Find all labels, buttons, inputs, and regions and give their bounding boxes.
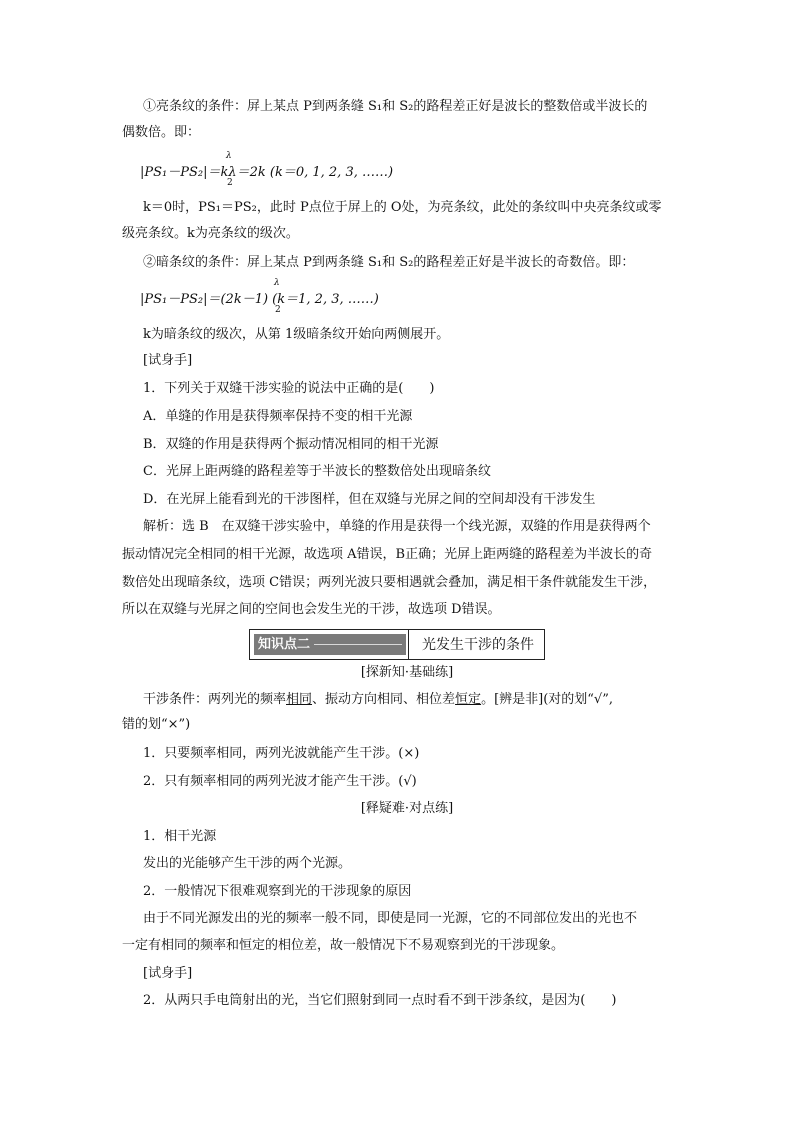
clarify-tag: [释疑难·对点练] [360, 801, 454, 816]
dark-condition-line-1: ②暗条纹的条件：屏上某点 P到两条缝 S₁和 S₂的路程差正好是半波长的奇数倍。即： [143, 255, 635, 270]
conditions-answer-phase: 恒定 [455, 692, 482, 707]
judge-item-1: 1．只要频率相同，两列光波就能产生干涉。(×) [143, 746, 420, 761]
section-title: 光发生干涉的条件 [422, 637, 534, 653]
clarify-paragraph-2-line-1: 由于不同光源发出的光的频率一般不同，即使是同一光源，它的不同部位发出的光也不 [143, 911, 638, 926]
dark-fraction-numerator: λ [274, 278, 280, 288]
analysis-line-1: 解析：选 B 在双缝干涉实验中，单缝的作用是获得一个线光源，双缝的作用是获得两个 [143, 519, 651, 534]
dark-formula: |PS₁－PS₂|＝(2k－1) (k＝1, 2, 3, ……) [140, 292, 379, 307]
dark-order-line: k为暗条纹的级次，从第 1级暗条纹开始向两侧展开。 [143, 327, 450, 342]
section-label [254, 634, 406, 655]
section-label-rule [314, 644, 402, 645]
conditions-answer-frequency: 相同 [286, 692, 313, 707]
bright-condition-line-2: 偶数倍。即： [122, 125, 201, 140]
try-yourself-tag-2: [试身手] [143, 966, 193, 981]
try-yourself-tag-1: [试身手] [143, 353, 193, 368]
analysis-line-3: 数倍处出现暗条纹，选项 C错误；两列光波只要相遇就会叠加，满足相干条件就能发生干涉， [122, 575, 657, 590]
question-1-option-a: A．单缝的作用是获得频率保持不变的相干光源 [143, 409, 413, 424]
section-heading-divider [408, 630, 409, 659]
bright-fraction-denominator: 2 [227, 178, 233, 188]
analysis-line-4: 所以在双缝与光屏之间的空间也会发生光的干涉，故选项 D错误。 [122, 602, 501, 617]
conditions-line-2: 错的划“×”) [122, 717, 191, 732]
explore-tag: [探新知·基础练] [360, 665, 454, 680]
clarify-heading-2: 2．一般情况下很难观察到光的干涉现象的原因 [143, 884, 412, 899]
section-heading [249, 629, 545, 660]
bright-order-line: 级亮条纹。k为亮条纹的级次。 [122, 226, 299, 241]
conditions-prefix: 干涉条件：两列光的频率 [143, 692, 287, 707]
question-2: 2．从两只手电筒射出的光，当它们照射到同一点时看不到干涉条纹，是因为( ) [143, 993, 617, 1008]
section-label-text: 知识点二 [258, 637, 311, 652]
question-1-option-b: B．双缝的作用是获得两个振动情况相同的相干光源 [143, 437, 439, 452]
bright-fraction-numerator: λ [226, 151, 232, 161]
question-1-option-d: D．在光屏上能看到光的干涉图样，但在双缝与光屏之间的空间却没有干涉发生 [143, 492, 596, 507]
bright-condition-line-1: ①亮条纹的条件：屏上某点 P到两条缝 S₁和 S₂的路程差正好是波长的整数倍或半波长的 [143, 99, 648, 114]
bright-zero-order-line: k＝0时，PS₁＝PS₂，此时 P点位于屏上的 O处，为亮条纹，此处的条纹叫中央亮条纹或零 [143, 200, 662, 215]
clarify-heading-1: 1．相干光源 [143, 829, 217, 844]
bright-formula: |PS₁－PS₂|＝kλ＝2k (k＝0, 1, 2, 3, ……) [140, 165, 394, 180]
question-1-option-c: C．光屏上距两缝的路程差等于半波长的整数倍处出现暗条纹 [143, 464, 491, 479]
conditions-line-1 [143, 691, 613, 709]
conditions-suffix: 。[辨是非](对的划“√”, [481, 692, 613, 707]
dark-fraction-denominator: 2 [275, 305, 281, 315]
judge-item-2: 2．只有频率相同的两列光波才能产生干涉。(√) [143, 774, 417, 789]
clarify-paragraph-2-line-2: 一定有相同的频率和恒定的相位差，故一般情况下不易观察到光的干涉现象。 [122, 938, 565, 953]
question-1: 1．下列关于双缝干涉实验的说法中正确的是( ) [143, 381, 435, 396]
conditions-middle: 、振动方向相同、相位差 [312, 692, 456, 707]
analysis-line-2: 振动情况完全相同的相干光源，故选项 A错误，B正确；光屏上距两缝的路程差为半波长的奇 [122, 547, 653, 562]
clarify-paragraph-1: 发出的光能够产生干涉的两个光源。 [143, 856, 352, 871]
